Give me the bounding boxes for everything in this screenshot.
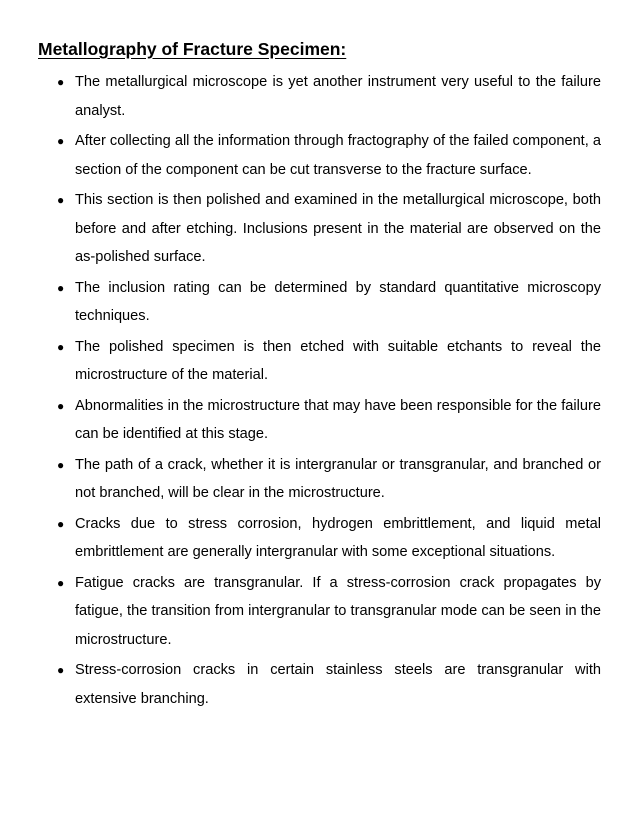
bullet-list bbox=[38, 68, 601, 713]
bullet-text: This section is then polished and examined in the metallurgical microscope, both before and after etching. Inclusions present in the material are observed on the as-polished surface. bbox=[75, 192, 601, 265]
section-heading: Metallography of Fracture Specimen: bbox=[38, 39, 347, 59]
bullet-text: Cracks due to stress corrosion, hydrogen embrittlement, and liquid metal embrittlement are generally intergranular with some exceptional situations. bbox=[75, 515, 601, 560]
bullet-icon: ● bbox=[57, 663, 65, 677]
bullet-item bbox=[38, 569, 601, 655]
bullet-text: The polished specimen is then etched with suitable etchants to reveal the microstructure of the material. bbox=[75, 338, 601, 383]
bullet-item bbox=[38, 656, 601, 713]
bullet-icon: ● bbox=[57, 280, 65, 295]
bullet-item bbox=[38, 68, 601, 125]
bullet-icon: ● bbox=[57, 457, 65, 472]
bullet-text: The inclusion rating can be determined by standard quantitative microscopy techniques. bbox=[75, 279, 601, 324]
bullet-text: The metallurgical microscope is yet another instrument very useful to the failure analyst. bbox=[75, 74, 601, 119]
bullet-text: After collecting all the information through fractography of the failed component, a section of the component can be cut transverse to the fracture surface. bbox=[75, 133, 601, 178]
bullet-icon: ● bbox=[57, 193, 65, 207]
bullet-text: Abnormalities in the microstructure that may have been responsible for the failure can be identified at this stage. bbox=[75, 397, 601, 442]
bullet-text: Stress-corrosion cracks in certain stainless steels are transgranular with extensive branching. bbox=[75, 662, 601, 707]
bullet-item bbox=[38, 127, 601, 184]
bullet-item bbox=[38, 510, 601, 567]
bullet-item bbox=[38, 333, 601, 390]
bullet-item bbox=[38, 186, 601, 272]
bullet-icon: ● bbox=[57, 75, 65, 89]
bullet-item bbox=[38, 451, 601, 508]
bullet-icon: ● bbox=[57, 398, 65, 413]
bullet-item bbox=[38, 274, 601, 331]
bullet-text: The path of a crack, whether it is intergranular or transgranular, and branched or not branched, will be clear in the microstructure. bbox=[75, 456, 601, 501]
document-page bbox=[38, 37, 601, 715]
bullet-text: Fatigue cracks are transgranular. If a stress-corrosion crack propagates by fatigue, the transition from intergranular to transgranular mode can be seen in the microstructure. bbox=[75, 574, 601, 648]
bullet-icon: ● bbox=[57, 134, 65, 148]
bullet-icon: ● bbox=[57, 339, 65, 354]
bullet-icon: ● bbox=[57, 575, 65, 590]
bullet-icon: ● bbox=[57, 516, 65, 531]
bullet-item bbox=[38, 392, 601, 449]
